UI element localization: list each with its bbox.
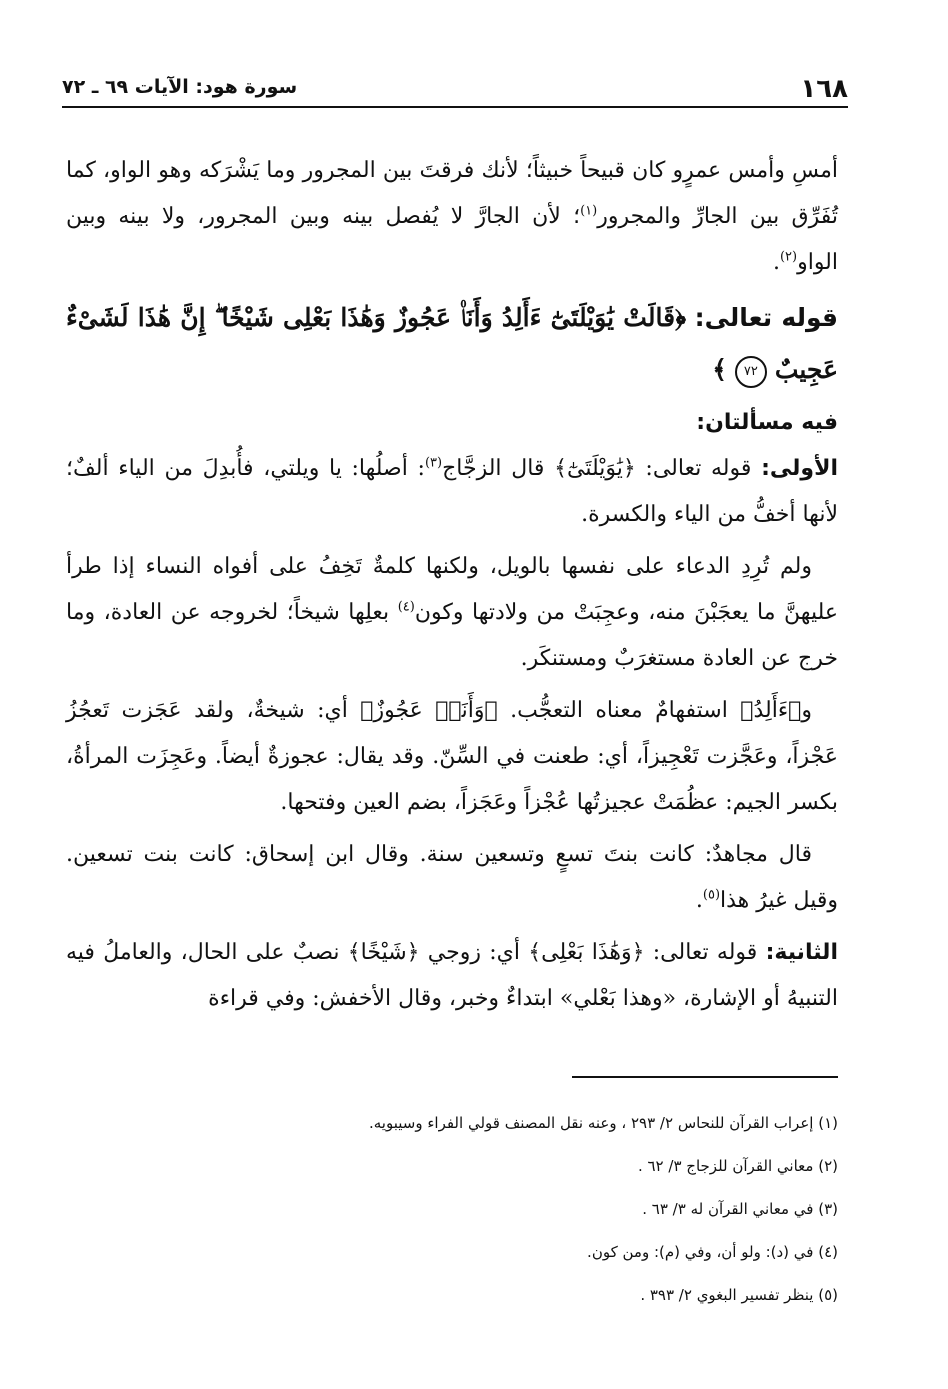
ayah-number-marker: ٧٢	[735, 356, 767, 388]
text-run: ؛ لأن الجارَّ لا يُفصل بينه وبين المجرور، ولا بينه وبين الواو	[66, 204, 838, 275]
footnote-ref-2: (٢)	[779, 249, 798, 265]
issue-first	[66, 446, 838, 538]
footnotes	[66, 1112, 838, 1327]
verse-close-bracket: ﴾	[712, 355, 727, 384]
running-head	[62, 72, 848, 108]
footnote-4: (٤) في (د): ولو أن، وفي (م): ومن كون.	[587, 1243, 838, 1261]
text-run: : أصلُها: يا ويلتي، فأُبدِلَ من الياء ألفٌ؛ لأنها أخفُّ من الياء والكسرة.	[66, 456, 838, 527]
footnote-divider	[572, 1076, 838, 1078]
verse-heading	[66, 292, 838, 396]
footnote-3: (٣) في معاني القرآن له ٣/ ٦٣ .	[642, 1200, 838, 1218]
text-run: قال مجاهدٌ: كانت بنتَ تسعٍ وتسعين سنة. وقال ابن إسحاق: كانت بنت تسعين. وقيل غيرُ هذا	[66, 842, 838, 913]
verse-label: قوله تعالى:	[694, 303, 839, 332]
issue-first-label: الأولى:	[761, 456, 838, 481]
text-run: .	[772, 250, 780, 275]
paragraph-continuation	[66, 148, 838, 286]
text-run: بعلِها شيخاً؛ لخروجه عن العادة، وما خرج عن العادة مستغرَبٌ ومستنكَر.	[66, 600, 838, 671]
chapter-title: سورة هود: الآيات ٦٩ ـ ٧٢	[62, 76, 298, 98]
issue-second	[66, 930, 838, 1022]
page-number: ١٦٨	[800, 74, 848, 104]
verse-text: ﴿قَالَتْ يَٰوَيْلَتَىٰٓ ءَأَلِدُ وَأَنَا۠ عَجُوزٌ وَهَٰذَا بَعْلِى شَيْخًا ۖ إِنَّ هَٰذَا لَشَىْءٌ عَجِيبٌ	[66, 303, 838, 384]
footnote-ref-1: (١)	[580, 203, 598, 219]
body-text	[66, 148, 838, 1028]
text-run: قوله تعالى: ﴿وَهَٰذَا بَعْلِى﴾ أي: زوجي ﴿شَيْخًا﴾ نصبٌ على الحال، والعاملُ فيه التنبيهُ أو الإشارة، «وهذا بَعْلي» ابتداءٌ وخبر، وقال الأخفش: وفي قراءة	[66, 940, 838, 1011]
footnote-ref-5: (٥)	[702, 887, 721, 903]
text-run: ولم تُرِدِ الدعاء على نفسها بالويل، ولكنها كلمةٌ تَخِفُ على أفواه النساء إذا طرأ عليهنَّ ما يعجَبْنَ منه، وعجِبَتْ من ولادتها وكون	[66, 554, 838, 625]
footnote-2: (٢) معاني القرآن للزجاج ٣/ ٦٢ .	[637, 1157, 838, 1175]
section-title: فيه مسألتان:	[696, 410, 838, 435]
issue-second-label: الثانية:	[765, 940, 838, 965]
text-run: .	[695, 888, 703, 913]
paragraph	[66, 544, 838, 682]
footnote-ref-4: (٤)	[397, 599, 415, 615]
footnote-ref-3: (٣)	[424, 455, 443, 471]
text-run: قوله تعالى: ﴿يَٰوَيْلَتَىٰٓ﴾ قال الزجَّاج	[442, 456, 752, 481]
paragraph	[66, 832, 838, 924]
paragraph: و﴿ءَأَلِدُ﴾ استفهامٌ معناه التعجُّب. ﴿وَأَنَا۠ عَجُوزٌ﴾ أي: شيخةٌ، ولقد عَجَزت تَعجُزُ عَجْزاً، وعَجَّزت تَعْجِيزاً، أي: طعنت في السِّنّ. وقد يقال: عجوزةٌ أيضاً. وعَجِزَت المرأةُ، بكسر الجيم: عظُمَتْ عجيزتُها عُجْزاً وعَجَزاً، بضم العين وفتحها.	[66, 698, 838, 815]
text-run: أمسِ وأمس عمرٍو كان قبيحاً خبيثاً؛ لأنك فرقتَ بين المجرور وما يَشْرَكه وهو الواو، كما تُفَرِّق بين الجارِّ والمجرور	[66, 158, 839, 229]
footnote-5: (٥) ينظر تفسير البغوي ٢/ ٣٩٣ .	[640, 1286, 838, 1304]
footnote-1: (١) إعراب القرآن للنحاس ٢/ ٢٩٣ ، وعنه نقل المصنف قولي الفراء وسيبويه.	[368, 1114, 838, 1132]
